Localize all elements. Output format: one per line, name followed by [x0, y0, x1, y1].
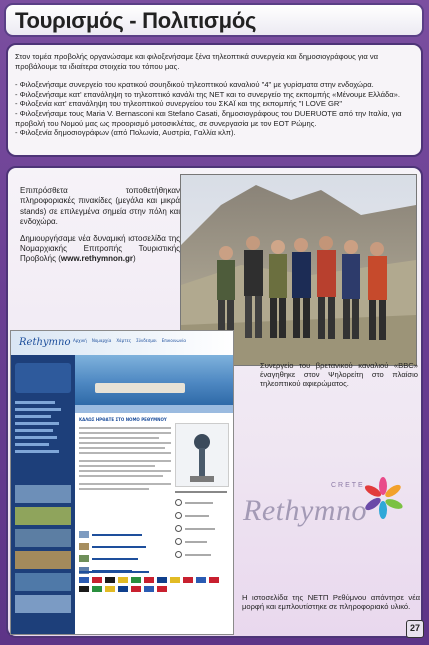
flag-icon[interactable]: [183, 577, 193, 583]
flag-icon[interactable]: [131, 577, 141, 583]
flag-icon[interactable]: [131, 586, 141, 592]
logo-rethymno-text: Rethymno: [243, 494, 367, 527]
top-text-panel: [6, 43, 423, 157]
flag-icon[interactable]: [157, 577, 167, 583]
flag-icon[interactable]: [92, 577, 102, 583]
flag-icon[interactable]: [157, 586, 167, 592]
site-header: [11, 331, 233, 355]
site-monument-image: [175, 423, 229, 487]
website-paragraph-text: Δημιουργήσαμε νέα δυναμική ιστοσελίδα της Νομαρχιακής Επιτροπής Τουριστικής Προβολής (: [20, 233, 180, 264]
website-url: www.rethymnon.gr: [60, 254, 134, 264]
website-paragraph-end: ): [133, 254, 136, 264]
bullet-item: - Φιλοξενήσαμε κατ' επανάληψη το τηλεοπτικό κανάλι της ΝΕΤ και το συνεργείο της εκπομπής «Μένουμε Ελλάδα».: [15, 89, 400, 99]
sidebar-thumb[interactable]: [15, 551, 71, 569]
bullet-item: - Φιλοξενήσαμε συνεργείο του κρατικού σουηδικού τηλεοπτικού καναλιού "4" με γυρίσματα στην ενδοχώρα.: [15, 80, 374, 90]
website-screenshot: [10, 330, 234, 635]
site-nav-item[interactable]: Επικοινωνία: [161, 338, 186, 343]
flag-icon[interactable]: [105, 586, 115, 592]
page-title: Τουρισμός - Πολιτισμός: [15, 8, 257, 33]
site-subbar: [75, 405, 233, 413]
sidebar-banner: [15, 363, 71, 393]
stands-paragraph: Επιπρόσθετα τοποθετήθηκαν πληροφοριακές πινακίδες (μεγάλα και μικρά stands) σε επιλεγμένα σημεία στην πόλη και ενδοχώρα.: [20, 186, 180, 227]
bottom-panel: [6, 166, 423, 638]
sidebar-thumb[interactable]: [15, 529, 71, 547]
flag-icon[interactable]: [118, 586, 128, 592]
site-sidebar: [11, 355, 75, 634]
sidebar-links: [15, 401, 71, 471]
site-poll: [175, 491, 227, 563]
site-nav-item[interactable]: Χάρτες: [116, 338, 132, 343]
site-nav: [73, 338, 186, 343]
flag-icon[interactable]: [79, 586, 89, 592]
intro-paragraph: Στον τομέα προβολής οργανώσαμε και φιλοξενήσαμε ξένα τηλεοπτικά συνεργεία και δημοσιογράφους για να προβάλουμε τα ιδιαίτερα στοιχεία του τόπου μας.: [15, 52, 379, 71]
logo-caption: Η ιστοσελίδα της ΝΕΤΠ Ρεθύμνου απάντησε νέα μορφή και εμπλουτίστηκε σε πληροφοριακό υλικό.: [242, 593, 420, 612]
sidebar-thumb[interactable]: [15, 507, 71, 525]
site-welcome: ΚΑΛΩΣ ΗΡΘΑΤΕ ΣΤΟ ΝΟΜΟ ΡΕΘΥΜΝΟΥ: [79, 417, 167, 422]
site-nav-item[interactable]: Σύνδεσμοι: [136, 338, 157, 343]
logo-crete-text: CRETE: [331, 482, 365, 489]
sidebar-thumb[interactable]: [15, 595, 71, 613]
page-number: 27: [406, 620, 424, 638]
site-logo: Rethymno: [19, 337, 71, 348]
title-bar: [4, 3, 424, 37]
bullet-item: - Φιλοξενία κατ' επανάληψη του τηλεοπτικού συνεργείου του ΣΚΑΪ και της εκπομπής "I LOVE GR": [15, 99, 343, 109]
bullet-item: - Φιλοξενία δημοσιογράφων (από Πολωνία, Αυστρία, Γαλλία κλπ).: [15, 128, 236, 138]
rethymno-crete-logo: [243, 476, 413, 551]
flag-icon[interactable]: [105, 577, 115, 583]
photo-caption: Συνεργείο του βρετανικού καναλιού «BBC» έναγηθηκε στον Ψηλορείτη στο πλαίσιο τηλεοπτικού αφιερώματος.: [260, 361, 418, 389]
website-paragraph: [20, 234, 180, 265]
flag-icon[interactable]: [170, 577, 180, 583]
bullet-item: - Φιλοξενήσαμε τους Maria V. Bernasconi και Stefano Casati, δημοσιογράφους του DUERUOTE από την Ιταλία, για προβολή του Νομού μας ως προορισμό μοτοσικλέτας, σε συνεργασία με τον ΕΟΤ Ρώμης.: [15, 108, 402, 128]
site-body-text: [79, 427, 171, 517]
site-hero-image: [75, 355, 233, 405]
left-text-block: [20, 186, 180, 271]
site-nav-item[interactable]: Αρχική: [73, 338, 87, 343]
flag-icon[interactable]: [92, 586, 102, 592]
flag-icon[interactable]: [144, 586, 154, 592]
flag-icon[interactable]: [118, 577, 128, 583]
flag-icon[interactable]: [209, 577, 219, 583]
site-nav-item[interactable]: Νομαρχία: [91, 338, 112, 343]
sidebar-thumb[interactable]: [15, 485, 71, 503]
flag-icon[interactable]: [196, 577, 206, 583]
flag-icon[interactable]: [79, 577, 89, 583]
sidebar-thumb[interactable]: [15, 573, 71, 591]
flag-icon[interactable]: [144, 577, 154, 583]
site-language-flags: [79, 571, 229, 592]
